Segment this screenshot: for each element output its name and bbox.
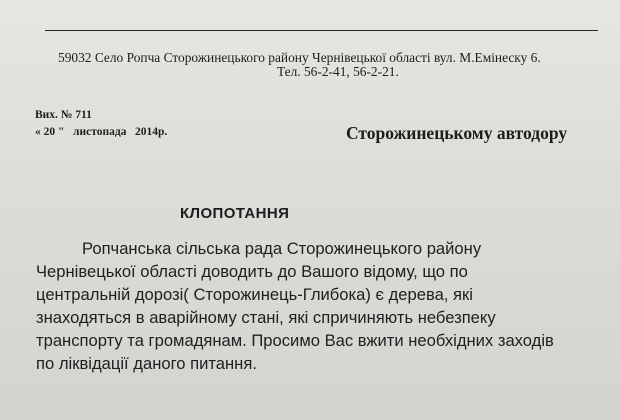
letterhead-address: 59032 Село Ропча Сторожинецького району Чернівецької області вул. М.Емінеску 6.	[58, 50, 541, 65]
body-line: транспорту та громадянам. Просимо Вас вжити необхідних заходів	[36, 331, 554, 350]
body-line: центральній дорозі( Сторожинець-Глибока) є дерева, які	[36, 285, 473, 304]
date-day: « 20 "	[35, 126, 65, 138]
date-year: 2014р.	[135, 126, 168, 138]
body-line: знаходяться в аварійному стані, які спричиняють небезпеку	[36, 308, 496, 327]
body-line: Чернівецької області доводить до Вашого відому, що по	[36, 262, 468, 281]
letterhead-phone: Тел. 56-2-41, 56-2-21.	[277, 64, 399, 79]
outgoing-number: Вих. № 711	[35, 109, 92, 121]
recipient: Сторожинецькому автодору	[346, 123, 568, 143]
body-line: Ропчанська сільська рада Сторожинецького району	[82, 239, 482, 258]
document-title: КЛОПОТАННЯ	[180, 205, 290, 222]
body-line: по ліквідації даного питання.	[36, 354, 257, 373]
letter-date	[35, 126, 167, 138]
date-month: листопада	[73, 126, 127, 138]
letterhead-rule	[45, 30, 598, 31]
